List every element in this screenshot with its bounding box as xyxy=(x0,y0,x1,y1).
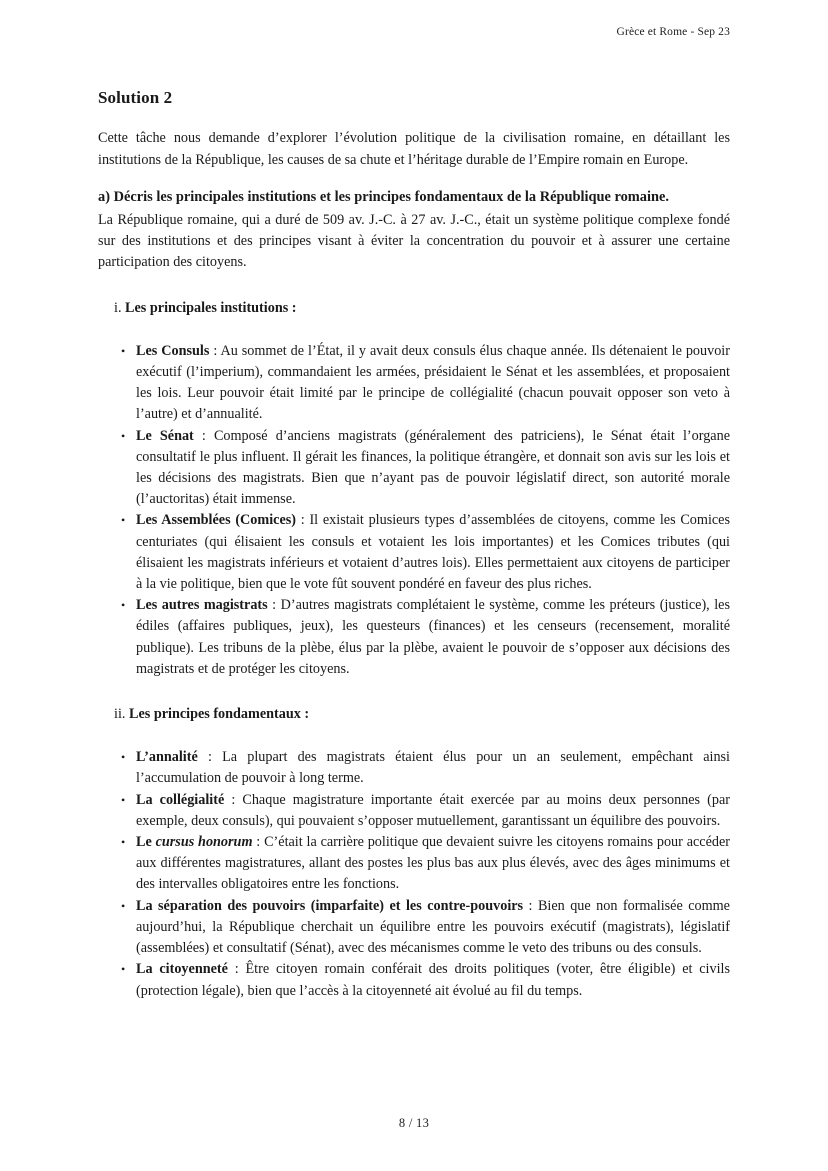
section-heading-ii xyxy=(114,704,730,725)
list-item-term: L’annalité xyxy=(136,749,198,766)
list-item-body: Être citoyen romain conférait des droits politiques (voter, être éligible) et civils (protection légale), bien que l’accès à la citoyenneté ait évolué au fil du temps. xyxy=(136,961,730,999)
page-footer xyxy=(0,1116,828,1131)
list-item xyxy=(120,747,730,789)
list-item-body: Il existait plusieurs types d’assemblées de citoyens, comme les Comices centuriates (qui élisaient les consuls et votaient les lois importantes) et les Comices tributes (qui élisaient les magistrats inférieurs et votaient d’autres lois). Elles permettaient aux citoyens de participer à la vie politique, bien que le vote fût souvent pondéré en faveur des plus riches. xyxy=(136,512,730,593)
section-label-i: Les principales institutions : xyxy=(125,299,297,316)
list-item xyxy=(120,832,730,896)
page-number: 8 / 13 xyxy=(398,1116,430,1130)
running-header-text: Grèce et Rome - Sep 23 xyxy=(616,26,730,38)
list-item-body: Au sommet de l’État, il y avait deux consuls élus chaque année. Ils détenaient le pouvoir exécutif (l’imperium), commandaient les armées, présidaient le Sénat et les assemblées, et proposaient les lois. Leur pouvoir était limité par le principe de collégialité (chacun pouvait opposer son veto à l’autre) et d’annualité. xyxy=(136,342,730,423)
intro-paragraph: Cette tâche nous demande d’explorer l’évolution politique de la civilisation romaine, en détaillant les institutions de la République, les causes de sa chute et l’héritage durable de l’Empire romain en Europe. xyxy=(98,130,730,168)
document-content xyxy=(98,88,730,1002)
institutions-list xyxy=(98,341,730,680)
list-item xyxy=(120,341,730,426)
list-item xyxy=(120,790,730,832)
list-item-term: Les Consuls xyxy=(136,342,210,359)
list-item-term: Les Assemblées (Comices) xyxy=(136,512,297,529)
list-item-separator: : xyxy=(296,512,310,529)
principles-list xyxy=(98,747,730,1001)
section-heading-i xyxy=(114,298,730,319)
list-item-body: La plupart des magistrats étaient élus pour un an seulement, empêchant ainsi l’accumulation de pouvoir à long terme. xyxy=(136,749,730,787)
list-item-term: La collégialité xyxy=(136,791,225,808)
section-numeral-i: i. xyxy=(114,299,122,316)
question-a-heading: a) Décris les principales institutions et les principes fondamentaux de la République romaine. xyxy=(98,188,669,205)
answer-a-intro-paragraph: La République romaine, qui a duré de 509 av. J.-C. à 27 av. J.-C., était un système politique complexe fondé sur des institutions et des principes visant à éviter la concentration du pouvoir et à assurer une certaine participation des citoyens. xyxy=(98,212,730,271)
list-item-body: C’était la carrière politique que devaient suivre les citoyens romains pour accéder aux différentes magistratures, allant des postes les plus bas aux plus élevés, avec des âges minimums et des intervalles obligatoires entre les fonctions. xyxy=(136,834,731,893)
list-item xyxy=(120,595,730,680)
list-item-separator: : xyxy=(267,597,281,614)
list-item-term: Le Sénat xyxy=(136,427,194,444)
list-item-separator: : xyxy=(523,897,538,914)
list-item-term: La séparation des pouvoirs (imparfaite) et les contre-pouvoirs xyxy=(136,897,524,914)
list-item-separator: : xyxy=(227,961,246,978)
list-item-separator: : xyxy=(224,791,243,808)
list-item-term: La citoyenneté xyxy=(136,961,228,978)
list-item-body: Chaque magistrature importante était exercée par au moins deux personnes (par exemple, deux consuls), qui pouvaient s’opposer mutuellement, garantissant un équilibre des pouvoirs. xyxy=(136,791,730,829)
list-item xyxy=(120,896,730,960)
section-label-ii: Les principes fondamentaux : xyxy=(128,706,310,723)
section-numeral-ii: ii. xyxy=(114,706,126,723)
list-item xyxy=(120,959,730,1001)
list-item-body: D’autres magistrats complétaient le système, comme les préteurs (justice), les édiles (affaires publiques, jeux), les questeurs (finances) et les censeurs (recensement, moralité publique). Les tribuns de la plèbe, élus par la plèbe, avaient le pouvoir de s’opposer aux décisions des magistrats et de protéger les citoyens. xyxy=(136,597,730,677)
list-item-separator: : xyxy=(197,749,223,766)
list-item xyxy=(120,510,730,595)
list-item-separator: : xyxy=(193,427,214,444)
list-item-separator: : xyxy=(209,342,221,359)
list-item xyxy=(120,426,730,511)
list-item-term-emphasis: cursus honorum xyxy=(155,834,253,851)
list-item-body: Composé d’anciens magistrats (généralement des patriciens), le Sénat était l’organe consultatif le plus influent. Il gérait les finances, la politique étrangère, et donnait son avis sur les lois et les décisions des magistrats. Bien que n’ayant pas de pouvoir législatif direct, son autorité morale (l’auctoritas) était immense. xyxy=(136,427,730,508)
list-item-body: Bien que non formalisée comme aujourd’hui, la République cherchait un équilibre entre les pouvoirs exécutif (magistrats), législatif (assemblées) et consultatif (Sénat), avec des mécanismes comme le veto des tribuns ou des consuls. xyxy=(136,897,730,957)
list-item-separator: : xyxy=(252,834,265,851)
running-header xyxy=(98,26,730,38)
list-item-term: Le xyxy=(136,834,156,851)
page-title: Solution 2 xyxy=(98,88,173,107)
list-item-term: Les autres magistrats xyxy=(136,597,268,614)
